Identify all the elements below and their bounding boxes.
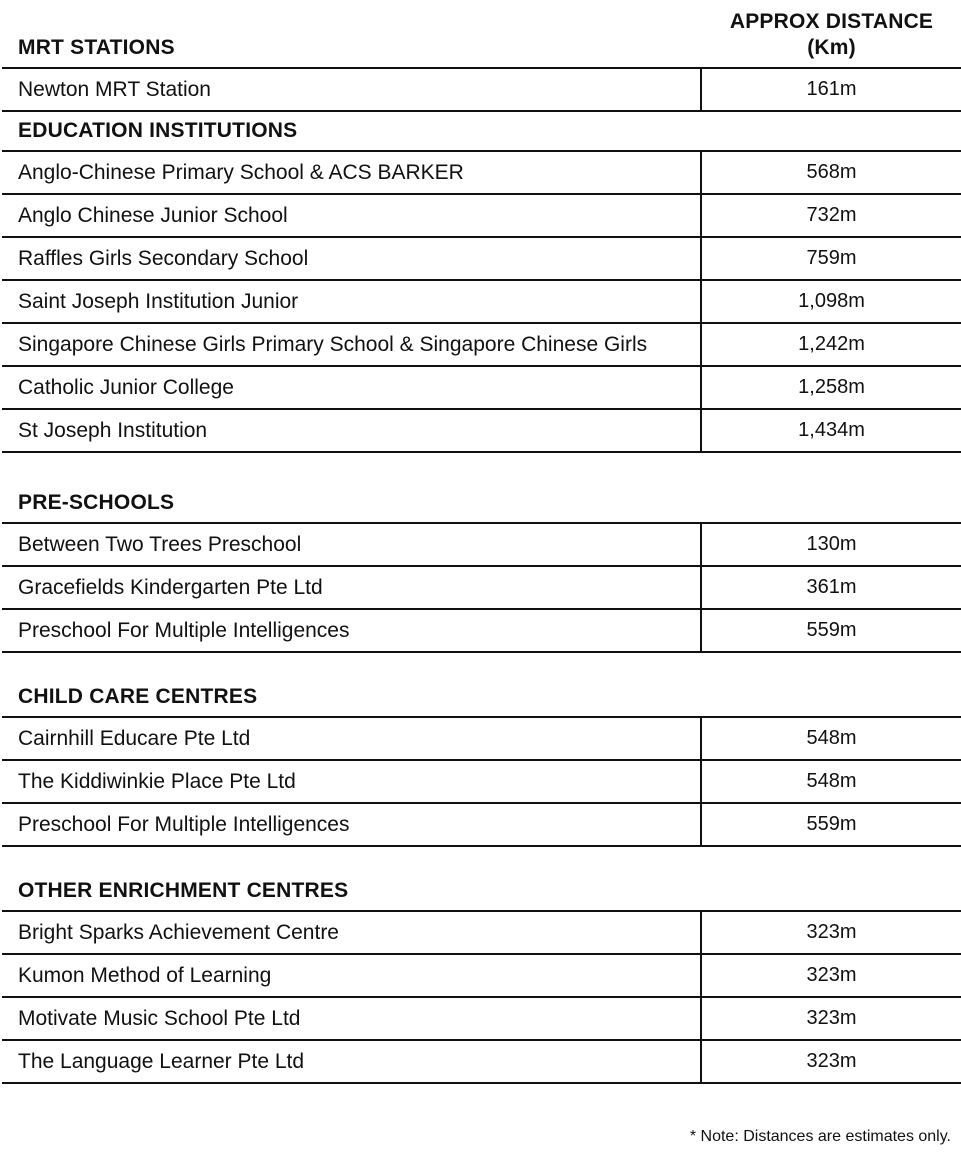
section-title-education: EDUCATION INSTITUTIONS <box>18 119 298 142</box>
location-distance: 732m <box>806 204 857 226</box>
location-distance: 161m <box>806 78 857 100</box>
location-distance: 548m <box>806 770 857 792</box>
table-row <box>2 761 961 804</box>
table-row <box>2 804 961 847</box>
location-distance: 323m <box>806 921 857 943</box>
table-row <box>2 524 961 567</box>
table-row <box>2 324 961 367</box>
location-distance: 1,434m <box>798 419 865 441</box>
location-distance: 130m <box>806 533 857 555</box>
location-name: Between Two Trees Preschool <box>2 524 702 565</box>
section-title-mrt: MRT STATIONS <box>18 36 175 59</box>
table-row <box>2 567 961 610</box>
table-row <box>2 195 961 238</box>
location-distance: 323m <box>806 1050 857 1072</box>
location-name: Gracefields Kindergarten Pte Ltd <box>2 567 702 608</box>
location-name: Kumon Method of Learning <box>2 955 702 996</box>
distance-header-line1: APPROX DISTANCE <box>729 10 934 33</box>
location-name: Raffles Girls Secondary School <box>2 238 702 279</box>
location-distance: 559m <box>806 619 857 641</box>
table-education <box>2 150 961 453</box>
location-name: Catholic Junior College <box>2 367 702 408</box>
table-preschools <box>2 522 961 653</box>
table-row <box>2 955 961 998</box>
distance-column-header <box>702 9 961 61</box>
distance-header-line2: (Km) <box>807 36 856 59</box>
location-distance: 759m <box>806 247 857 269</box>
table-row <box>2 69 961 112</box>
location-name: Cairnhill Educare Pte Ltd <box>2 718 702 759</box>
location-distance: 1,242m <box>798 333 865 355</box>
location-name: The Language Learner Pte Ltd <box>2 1041 702 1082</box>
section-title-enrichment: OTHER ENRICHMENT CENTRES <box>18 879 349 902</box>
table-childcare <box>2 716 961 847</box>
location-name: Singapore Chinese Girls Primary School & Singapore Chinese Girls <box>2 324 702 365</box>
table-enrichment <box>2 910 961 1084</box>
location-name: The Kiddiwinkie Place Pte Ltd <box>2 761 702 802</box>
location-distance: 1,098m <box>798 290 865 312</box>
location-name: Saint Joseph Institution Junior <box>2 281 702 322</box>
location-distance: 568m <box>806 161 857 183</box>
table-row <box>2 238 961 281</box>
location-name: Bright Sparks Achievement Centre <box>2 912 702 953</box>
table-row <box>2 998 961 1041</box>
location-name: Anglo Chinese Junior School <box>2 195 702 236</box>
location-distance: 361m <box>806 576 857 598</box>
location-name: Preschool For Multiple Intelligences <box>2 804 702 845</box>
location-distance: 548m <box>806 727 857 749</box>
location-name: Motivate Music School Pte Ltd <box>2 998 702 1039</box>
table-row <box>2 152 961 195</box>
location-name: Anglo-Chinese Primary School & ACS BARKER <box>2 152 702 193</box>
table-mrt <box>2 67 961 112</box>
location-name: St Joseph Institution <box>2 410 702 451</box>
section-title-childcare: CHILD CARE CENTRES <box>18 685 258 708</box>
location-distance: 559m <box>806 813 857 835</box>
table-row <box>2 718 961 761</box>
footnote: * Note: Distances are estimates only. <box>689 1128 951 1145</box>
location-distance: 323m <box>806 1007 857 1029</box>
table-row <box>2 1041 961 1084</box>
location-distance: 323m <box>806 964 857 986</box>
section-title-preschools: PRE-SCHOOLS <box>18 491 175 514</box>
table-row <box>2 281 961 324</box>
location-distance: 1,258m <box>798 376 865 398</box>
table-row <box>2 610 961 653</box>
location-name: Preschool For Multiple Intelligences <box>2 610 702 651</box>
table-row <box>2 912 961 955</box>
table-row <box>2 367 961 410</box>
location-name: Newton MRT Station <box>2 69 702 110</box>
table-row <box>2 410 961 453</box>
